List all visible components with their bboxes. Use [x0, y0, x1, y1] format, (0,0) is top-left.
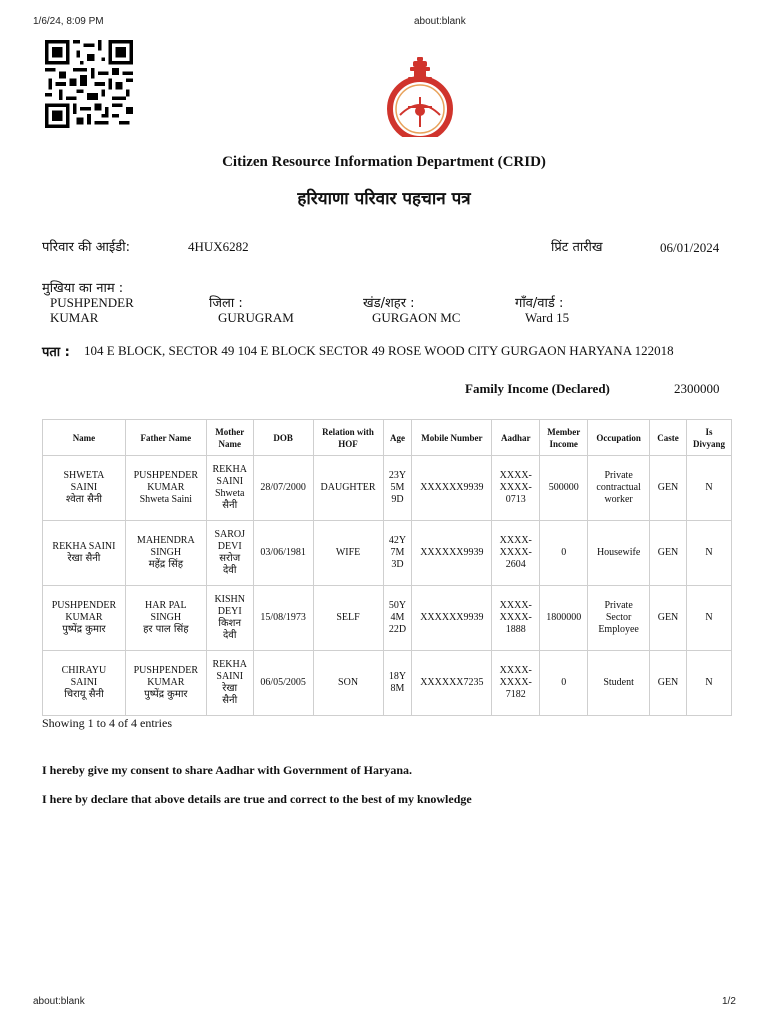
- mother-name-cell: REKHA SAINI रेखा सैनी: [206, 651, 253, 716]
- aadhar-cell: XXXX- XXXX- 7182: [492, 651, 540, 716]
- member-income-cell: 0: [540, 521, 588, 586]
- print-datetime: 1/6/24, 8:09 PM: [33, 16, 104, 27]
- table-header-row: [43, 420, 732, 456]
- divyang-cell: N: [686, 521, 731, 586]
- document-subtitle: हरियाणा परिवार पहचान पत्र: [297, 189, 471, 209]
- mother-name-cell: SAROJ DEVI सरोज देवी: [206, 521, 253, 586]
- relation-cell: SELF: [313, 586, 383, 651]
- column-header: Mother Name: [206, 420, 253, 456]
- dob-cell: 15/08/1973: [253, 586, 313, 651]
- mobile-cell: XXXXXX7235: [412, 651, 492, 716]
- column-header: Occupation: [588, 420, 650, 456]
- member-name-cell: PUSHPENDER KUMAR पुष्पेंद्र कुमार: [43, 586, 126, 651]
- member-name-cell: SHWETA SAINI श्वेता सैनी: [43, 456, 126, 521]
- dob-cell: 03/06/1981: [253, 521, 313, 586]
- document-title: Citizen Resource Information Department (CRID): [222, 154, 546, 170]
- father-name-cell: PUSHPENDER KUMAR पुष्पेंद्र कुमार: [125, 651, 206, 716]
- village-value: Ward 15: [525, 310, 570, 325]
- relation-cell: SON: [313, 651, 383, 716]
- mobile-cell: XXXXXX9939: [412, 586, 492, 651]
- member-income-cell: 1800000: [540, 586, 588, 651]
- member-income-cell: 0: [540, 651, 588, 716]
- family-members-table: [42, 419, 732, 716]
- mobile-cell: XXXXXX9939: [412, 456, 492, 521]
- column-header: Relation with HOF: [313, 420, 383, 456]
- age-cell: 18Y 8M: [383, 651, 412, 716]
- divyang-cell: N: [686, 586, 731, 651]
- occupation-cell: Housewife: [588, 521, 650, 586]
- district-label: जिला :: [209, 296, 243, 311]
- age-cell: 23Y 5M 9D: [383, 456, 412, 521]
- divyang-cell: N: [686, 456, 731, 521]
- occupation-cell: Student: [588, 651, 650, 716]
- column-header: Father Name: [125, 420, 206, 456]
- aadhar-cell: XXXX- XXXX- 1888: [492, 586, 540, 651]
- family-id-label: परिवार की आईडी:: [42, 240, 130, 255]
- column-header: Age: [383, 420, 412, 456]
- footer-url: about:blank: [33, 996, 85, 1007]
- declaration-statement: I here by declare that above details are true and correct to the best of my knowledge: [42, 792, 472, 806]
- father-name-cell: MAHENDRA SINGH महेंद्र सिंह: [125, 521, 206, 586]
- column-header: Member Income: [540, 420, 588, 456]
- member-name-cell: REKHA SAINI रेखा सैनी: [43, 521, 126, 586]
- column-header: Name: [43, 420, 126, 456]
- occupation-cell: Private Sector Employee: [588, 586, 650, 651]
- caste-cell: GEN: [650, 456, 687, 521]
- mother-name-cell: KISHN DEYI किशन देवी: [206, 586, 253, 651]
- footer-page-number: 1/2: [722, 996, 736, 1007]
- block-value: GURGAON MC: [372, 310, 461, 325]
- family-id-value: 4HUX6282: [188, 239, 249, 254]
- village-label: गाँव/वार्ड :: [515, 296, 564, 311]
- relation-cell: WIFE: [313, 521, 383, 586]
- print-url: about:blank: [414, 16, 466, 27]
- mobile-cell: XXXXXX9939: [412, 521, 492, 586]
- haryana-emblem-icon: [386, 55, 454, 137]
- member-name-cell: CHIRAYU SAINI चिरायू सैनी: [43, 651, 126, 716]
- block-label: खंड/शहर :: [363, 296, 415, 311]
- divyang-cell: N: [686, 651, 731, 716]
- head-name-line2: KUMAR: [50, 310, 99, 325]
- caste-cell: GEN: [650, 651, 687, 716]
- mother-name-cell: REKHA SAINI Shweta सैनी: [206, 456, 253, 521]
- address-value: 104 E BLOCK, SECTOR 49 104 E BLOCK SECTOR 49 ROSE WOOD CITY GURGAON HARYANA 122018: [84, 343, 674, 358]
- caste-cell: GEN: [650, 586, 687, 651]
- head-name-label: मुखिया का नाम :: [42, 281, 124, 296]
- table-row: [43, 586, 732, 651]
- column-header: Is Divyang: [686, 420, 731, 456]
- address-label: पता :: [42, 345, 70, 360]
- age-cell: 50Y 4M 22D: [383, 586, 412, 651]
- dob-cell: 06/05/2005: [253, 651, 313, 716]
- column-header: Mobile Number: [412, 420, 492, 456]
- district-value: GURUGRAM: [218, 310, 294, 325]
- member-income-cell: 500000: [540, 456, 588, 521]
- table-row: [43, 521, 732, 586]
- consent-aadhar-statement: I hereby give my consent to share Aadhar with Government of Haryana.: [42, 763, 412, 777]
- print-date-label: प्रिंट तारीख: [551, 240, 603, 255]
- father-name-cell: PUSHPENDER KUMAR Shweta Saini: [125, 456, 206, 521]
- table-row: [43, 651, 732, 716]
- relation-cell: DAUGHTER: [313, 456, 383, 521]
- age-cell: 42Y 7M 3D: [383, 521, 412, 586]
- caste-cell: GEN: [650, 521, 687, 586]
- occupation-cell: Private contractual worker: [588, 456, 650, 521]
- aadhar-cell: XXXX- XXXX- 0713: [492, 456, 540, 521]
- print-date-value: 06/01/2024: [660, 240, 720, 255]
- table-entries-count: Showing 1 to 4 of 4 entries: [42, 716, 172, 730]
- column-header: DOB: [253, 420, 313, 456]
- aadhar-cell: XXXX- XXXX- 2604: [492, 521, 540, 586]
- column-header: Aadhar: [492, 420, 540, 456]
- income-value: 2300000: [674, 381, 720, 396]
- father-name-cell: HAR PAL SINGH हर पाल सिंह: [125, 586, 206, 651]
- head-name-line1: PUSHPENDER: [50, 295, 134, 310]
- dob-cell: 28/07/2000: [253, 456, 313, 521]
- qr-code-icon: [42, 40, 136, 128]
- column-header: Caste: [650, 420, 687, 456]
- table-row: [43, 456, 732, 521]
- income-label: Family Income (Declared): [465, 381, 610, 396]
